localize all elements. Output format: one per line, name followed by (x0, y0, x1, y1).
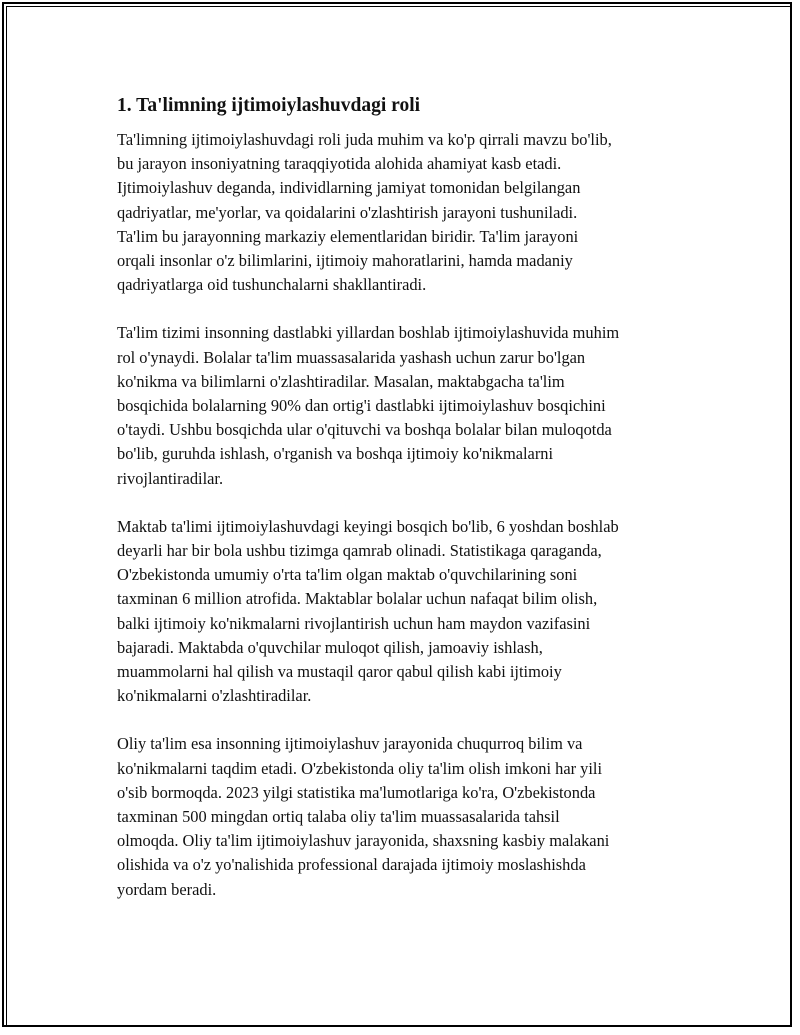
document-body (117, 92, 692, 926)
paragraph-line: Ijtimoiylashuv deganda, individlarning jamiyat tomonidan belgilangan (117, 178, 581, 198)
paragraph-3 (117, 515, 692, 709)
paragraph-line: bosqichida bolalarning 90% dan ortig'i dastlabki ijtimoiylashuv bosqichini (117, 396, 606, 416)
paragraph-line: yordam beradi. (117, 879, 217, 899)
section-heading: 1. Ta'limning ijtimoiylashuvdagi roli (117, 95, 421, 116)
paragraph-line: Maktab ta'limi ijtimoiylashuvdagi keyingi bosqich bo'lib, 6 yoshdan boshlab (117, 516, 619, 536)
paragraph-line: ko'nikmalarni taqdim etadi. O'zbekistonda oliy ta'lim olish imkoni har yili (117, 758, 603, 778)
paragraph-container (117, 128, 692, 902)
paragraph-line: rivojlantiradilar. (117, 468, 224, 488)
paragraph-line: taxminan 500 mingdan ortiq talaba oliy ta'lim muassasalarida tahsil (117, 807, 560, 827)
paragraph-line: olmoqda. Oliy ta'lim ijtimoiylashuv jarayonida, shaxsning kasbiy malakani (117, 831, 610, 851)
paragraph-line: o'taydi. Ushbu bosqichda ular o'qituvchi va boshqa bolalar bilan muloqotda (117, 420, 612, 440)
paragraph-line: balki ijtimoiy ko'nikmalarni rivojlantirish uchun ham maydon vazifasini (117, 613, 591, 633)
paragraph-line: ko'nikma va bilimlarni o'zlashtiradilar. Masalan, maktabgacha ta'lim (117, 371, 565, 391)
paragraph-line: bu jarayon insoniyatning taraqqiyotida alohida ahamiyat kasb etadi. (117, 154, 562, 174)
paragraph-line: ko'nikmalarni o'zlashtiradilar. (117, 686, 312, 706)
paragraph-line: muammolarni hal qilish va mustaqil qaror qabul qilish kabi ijtimoiy (117, 662, 562, 682)
paragraph-1 (117, 128, 692, 297)
paragraph-line: orqali insonlar o'z bilimlarini, ijtimoiy mahoratlarini, hamda madaniy (117, 251, 573, 271)
paragraph-line: O'zbekistonda umumiy o'rta ta'lim olgan maktab o'quvchilarining soni (117, 565, 578, 585)
paragraph-line: Ta'limning ijtimoiylashuvdagi roli juda muhim va ko'p qirrali mavzu bo'lib, (117, 130, 612, 149)
paragraph-line: bo'lib, guruhda ishlash, o'rganish va boshqa ijtimoiy ko'nikmalarni (117, 444, 554, 464)
paragraph-line: qadriyatlarga oid tushunchalarni shakllantiradi. (117, 275, 427, 295)
paragraph-2 (117, 321, 692, 490)
paragraph-4 (117, 732, 692, 901)
paragraph-line: Ta'lim bu jarayonning markaziy elementlaridan biridir. Ta'lim jarayoni (117, 226, 579, 246)
paragraph-line: rol o'ynaydi. Bolalar ta'lim muassasalarida yashash uchun zarur bo'lgan (117, 347, 586, 367)
paragraph-line: deyarli har bir bola ushbu tizimga qamrab olinadi. Statistikaga qaraganda, (117, 541, 602, 561)
paragraph-line: qadriyatlar, me'yorlar, va qoidalarini o'zlashtirish jarayoni tushuniladi. (117, 202, 578, 222)
paragraph-line: o'sib bormoqda. 2023 yilgi statistika ma'lumotlariga ko'ra, O'zbekistonda (117, 782, 596, 802)
paragraph-line: olishida va o'z yo'nalishida professional darajada ijtimoiy moslashishda (117, 855, 586, 875)
paragraph-line: taxminan 6 million atrofida. Maktablar bolalar uchun nafaqat bilim olish, (117, 589, 598, 609)
paragraph-line: Ta'lim tizimi insonning dastlabki yillardan boshlab ijtimoiylashuvida muhim (117, 323, 620, 343)
paragraph-line: bajaradi. Maktabda o'quvchilar muloqot qilish, jamoaviy ishlash, (117, 637, 543, 657)
paragraph-line: Oliy ta'lim esa insonning ijtimoiylashuv jarayonida chuqurroq bilim va (117, 734, 583, 754)
